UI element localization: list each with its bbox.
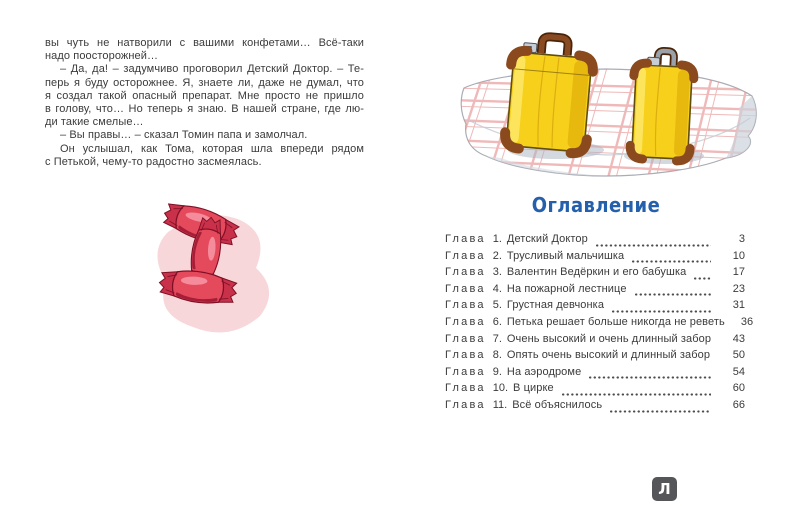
chapter-page-number: 3 <box>738 233 745 245</box>
chapter-page-number: 10 <box>732 249 745 262</box>
chapter-page-number: 50 <box>732 349 745 362</box>
logo-letter: Л <box>658 479 671 498</box>
text-line: в голову, что… Но теперь я знаю. В нашей стране, где лю- <box>45 103 364 116</box>
chapter-page-number: 23 <box>732 282 745 295</box>
labirint-watermark-logo <box>652 477 677 501</box>
chapter-label: Глава <box>445 266 486 279</box>
toc-row <box>445 315 754 333</box>
chapter-page-number: 43 <box>732 332 745 345</box>
chapter-label: Глава <box>445 315 486 328</box>
chapter-page-number: 66 <box>732 398 745 411</box>
chapter-title: Детский Доктор <box>506 233 588 245</box>
text-line: я создал такой опасный препарат. Мне просто не пришло <box>45 89 364 102</box>
chapter-label: Глава <box>445 398 486 411</box>
text-line: ди такие смелые… <box>45 116 144 129</box>
toc-row <box>445 333 745 350</box>
chapter-title: В цирке <box>513 382 554 395</box>
chapter-title: Грустная девчонка <box>506 299 605 312</box>
text-line: – Вы правы… – сказал Томин папа и замолчал. <box>60 129 308 142</box>
text-line: Он услышал, как Тома, которая шла впереди рядом <box>60 142 364 155</box>
chapter-number: 9. <box>492 365 502 378</box>
chapter-number: 5. <box>492 299 502 312</box>
chapter-number: 3. <box>492 266 502 279</box>
chapter-title: Валентин Ведёркин и его бабушка <box>506 266 687 279</box>
dot-leader <box>612 310 711 313</box>
chapter-page-number: 60 <box>732 382 745 395</box>
chapter-page-number: 17 <box>732 266 745 279</box>
toc-row <box>445 299 745 316</box>
candy-illustration <box>138 190 302 350</box>
toc-row <box>445 283 745 300</box>
chapter-number: 1. <box>492 233 502 245</box>
dot-leader <box>694 277 711 280</box>
chapter-label: Глава <box>445 249 486 262</box>
chapter-label: Глава <box>445 382 486 395</box>
chapter-number: 10. <box>492 382 509 395</box>
dot-leader <box>632 260 711 263</box>
text-line: – Да, да! – задумчиво проговорил Детский Доктор. – Те- <box>60 63 364 76</box>
suitcase-illustration <box>456 24 762 178</box>
suitcase-left <box>504 34 596 155</box>
story-text <box>45 37 364 169</box>
text-line: надо поосторожней… <box>45 50 159 63</box>
chapter-title: Петька решает больше никогда не реветь <box>506 315 725 328</box>
chapter-number: 7. <box>492 332 502 345</box>
dot-leader <box>610 410 711 413</box>
chapter-label: Глава <box>445 282 486 295</box>
chapter-page-number: 54 <box>732 365 745 378</box>
chapter-page-number: 36 <box>740 315 754 328</box>
dot-leader <box>596 244 711 247</box>
chapter-page-number: 31 <box>732 299 745 312</box>
chapter-title: Трусливый мальчишка <box>506 249 625 262</box>
chapter-title: На пожарной лестнице <box>506 282 627 295</box>
toc-title: Оглавление <box>531 193 661 217</box>
text-line: с Петькой, чему-то радостно засмеялась. <box>45 155 262 168</box>
toc-row <box>445 382 745 399</box>
chapter-title: Очень высокий и очень длинный забор <box>506 332 712 345</box>
text-line: перь я буду осторожнее. Я, знаете ли, даже не думал, что <box>45 76 364 89</box>
chapter-number: 11. <box>492 398 508 411</box>
chapter-label: Глава <box>445 332 486 345</box>
dot-leader <box>562 393 711 396</box>
chapter-number: 2. <box>492 249 502 262</box>
toc-row <box>445 399 745 416</box>
dot-leader <box>635 293 711 296</box>
chapter-label: Глава <box>445 349 486 362</box>
chapter-label: Глава <box>445 233 486 245</box>
chapter-label: Глава <box>445 365 486 378</box>
toc-list <box>445 233 754 416</box>
toc-row <box>445 250 745 267</box>
chapter-number: 6. <box>492 315 502 328</box>
text-line: вы чуть не натворили с вашими конфетами… Всё-таки <box>45 37 364 49</box>
suitcase-right <box>630 50 696 162</box>
chapter-title: Всё объяснилось <box>512 398 603 411</box>
toc-row <box>445 266 745 283</box>
chapter-label: Глава <box>445 299 486 312</box>
dot-leader <box>589 376 711 379</box>
chapter-number: 8. <box>492 349 502 362</box>
chapter-number: 4. <box>492 282 502 295</box>
toc-row <box>445 366 745 383</box>
chapter-title: На аэродроме <box>506 365 582 378</box>
toc-row <box>445 233 745 250</box>
toc-row <box>445 349 745 366</box>
chapter-title: Опять очень высокий и длинный забор <box>506 349 711 362</box>
